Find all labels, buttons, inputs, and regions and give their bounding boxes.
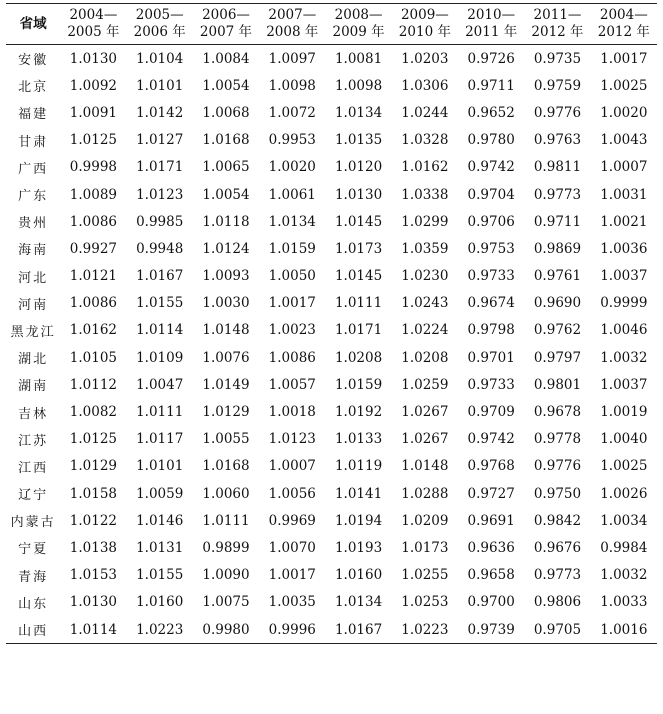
value-cell: 0.9700 [467,594,515,611]
value-cell: 1.0065 [202,159,250,176]
value-cell: 0.9985 [136,213,184,230]
value-cell: 1.0134 [334,594,383,611]
period-start-label: 2009— [400,7,449,23]
value-cell: 1.0129 [69,458,118,475]
value-cell: 1.0338 [401,186,449,203]
productivity-index-table [6,3,657,644]
value-cell: 0.9701 [467,349,515,366]
value-cell: 1.0117 [136,431,184,448]
table-row [6,235,657,262]
value-cell: 1.0017 [600,50,648,67]
period-start-label: 2008— [334,7,383,23]
region-cell: 吉林 [18,406,49,422]
period-end-label: 2007 年 [199,24,253,40]
period-column-header [60,4,126,45]
value-cell: 1.0114 [69,621,118,638]
value-cell: 0.9727 [467,485,515,502]
value-cell: 0.9674 [467,295,515,312]
period-column-header [392,4,458,45]
value-cell: 0.9797 [533,349,582,366]
value-cell: 1.0093 [202,268,250,285]
period-column-header [127,4,193,45]
value-cell: 1.0109 [136,349,184,366]
value-cell: 1.0130 [69,594,118,611]
table-body [6,45,657,644]
period-start-label: 2004— [69,7,118,23]
value-cell: 1.0267 [401,431,449,448]
region-cell: 海南 [18,243,49,259]
value-cell: 1.0072 [268,104,316,121]
table-row [6,154,657,181]
value-cell: 1.0054 [202,77,250,94]
value-cell: 1.0244 [401,104,449,121]
value-cell: 1.0171 [334,322,383,339]
value-cell: 1.0127 [136,132,184,149]
value-cell: 1.0134 [334,104,383,121]
table-row [6,562,657,589]
period-end-label: 2005 年 [67,24,120,40]
table-row [6,398,657,425]
value-cell: 1.0076 [202,349,250,366]
value-cell: 0.9798 [467,322,515,339]
value-cell: 0.9759 [533,77,582,94]
value-cell: 1.0068 [202,104,250,121]
value-cell: 1.0158 [69,485,118,502]
value-cell: 1.0098 [268,77,316,94]
table-row [6,45,657,73]
region-cell: 北京 [18,80,49,96]
value-cell: 0.9711 [467,77,515,94]
value-cell: 0.9739 [467,621,515,638]
value-cell: 0.9773 [533,186,582,203]
value-cell: 1.0025 [600,77,648,94]
value-cell: 1.0114 [136,322,184,339]
period-end-label: 2012 年 [531,24,584,40]
region-cell: 河北 [18,270,49,286]
value-cell: 1.0098 [334,77,383,94]
value-cell: 1.0111 [334,295,383,312]
value-cell: 1.0208 [401,349,449,366]
value-cell: 1.0086 [69,213,118,230]
value-cell: 1.0019 [600,404,648,421]
region-cell: 广东 [18,189,49,205]
value-cell: 1.0081 [334,50,383,67]
value-cell: 0.9690 [533,295,582,312]
value-cell: 1.0057 [268,376,316,393]
value-cell: 1.0097 [268,50,316,67]
table-row [6,534,657,561]
region-cell: 江苏 [18,433,49,449]
value-cell: 0.9842 [533,512,582,529]
value-cell: 0.9768 [467,458,515,475]
value-cell: 1.0007 [600,159,648,176]
value-cell: 1.0036 [600,240,648,257]
value-cell: 1.0243 [401,295,449,312]
value-cell: 0.9763 [533,132,582,149]
value-cell: 1.0017 [268,295,316,312]
table-row [6,589,657,616]
value-cell: 1.0084 [202,50,250,67]
value-cell: 1.0160 [136,594,184,611]
value-cell: 1.0111 [202,512,250,529]
value-cell: 0.9806 [533,594,582,611]
value-cell: 1.0092 [69,77,118,94]
value-cell: 1.0259 [401,376,449,393]
table-row [6,317,657,344]
value-cell: 0.9927 [69,240,118,257]
value-cell: 1.0145 [334,213,383,230]
value-cell: 1.0153 [69,567,118,584]
period-end-label: 2012 年 [597,24,650,40]
value-cell: 1.0134 [268,213,316,230]
table-row [6,371,657,398]
region-cell: 青海 [18,569,49,585]
value-cell: 1.0148 [401,458,449,475]
value-cell: 1.0155 [136,295,184,312]
value-cell: 1.0061 [268,186,316,203]
value-cell: 1.0033 [600,594,648,611]
data-table-container [6,3,657,644]
value-cell: 1.0091 [69,104,118,121]
table-row [6,181,657,208]
table-row [6,263,657,290]
value-cell: 1.0047 [136,376,184,393]
table-row [6,290,657,317]
period-end-label: 2008 年 [266,24,319,40]
value-cell: 1.0017 [268,567,316,584]
value-cell: 1.0016 [600,621,648,638]
value-cell: 1.0040 [600,431,648,448]
value-cell: 1.0023 [268,322,316,339]
period-start-label: 2005— [135,7,184,23]
value-cell: 1.0155 [136,567,184,584]
value-cell: 1.0118 [202,213,250,230]
value-cell: 0.9780 [467,132,515,149]
value-cell: 0.9801 [533,376,582,393]
value-cell: 0.9652 [467,104,515,121]
value-cell: 0.9706 [467,213,515,230]
value-cell: 1.0162 [401,159,449,176]
value-cell: 1.0112 [69,376,118,393]
period-column-header [458,4,524,45]
value-cell: 1.0167 [136,268,184,285]
region-cell: 山东 [18,596,49,612]
table-row [6,507,657,534]
value-cell: 1.0130 [334,186,383,203]
value-cell: 1.0125 [69,132,118,149]
value-cell: 1.0133 [334,431,383,448]
value-cell: 0.9750 [533,485,582,502]
value-cell: 0.9996 [268,621,316,638]
value-cell: 1.0082 [69,404,118,421]
value-cell: 1.0121 [69,268,118,285]
value-cell: 0.9658 [467,567,515,584]
region-cell: 广西 [18,161,49,177]
value-cell: 1.0056 [268,485,316,502]
region-cell: 辽宁 [18,488,49,504]
period-end-label: 2009 年 [332,24,385,40]
period-end-label: 2006 年 [133,24,186,40]
value-cell: 0.9980 [202,621,250,638]
value-cell: 1.0194 [334,512,383,529]
value-cell: 1.0230 [401,268,449,285]
value-cell: 1.0101 [136,458,184,475]
value-cell: 1.0253 [401,594,449,611]
value-cell: 0.9762 [533,322,582,339]
region-cell: 河南 [18,297,49,313]
table-row [6,616,657,644]
value-cell: 1.0328 [401,132,449,149]
value-cell: 1.0148 [202,322,250,339]
value-cell: 1.0025 [600,458,648,475]
value-cell: 1.0037 [600,376,648,393]
value-cell: 1.0149 [202,376,250,393]
value-cell: 1.0032 [600,567,648,584]
period-column-header [325,4,391,45]
value-cell: 1.0034 [600,512,648,529]
region-cell: 贵州 [18,216,49,232]
value-cell: 1.0054 [202,186,250,203]
value-cell: 1.0208 [334,349,383,366]
region-cell: 内蒙古 [10,515,56,531]
value-cell: 1.0209 [401,512,449,529]
value-cell: 1.0224 [401,322,449,339]
value-cell: 1.0146 [136,512,184,529]
value-cell: 0.9726 [467,50,515,67]
value-cell: 0.9636 [467,539,515,556]
value-cell: 1.0020 [268,159,316,176]
value-cell: 1.0135 [334,132,383,149]
value-cell: 0.9999 [600,295,648,312]
value-cell: 1.0267 [401,404,449,421]
table-row [6,426,657,453]
period-column-header [591,4,657,45]
region-cell: 湖南 [18,379,49,395]
region-cell: 山西 [18,624,49,640]
value-cell: 1.0162 [69,322,118,339]
value-cell: 0.9778 [533,431,582,448]
value-cell: 0.9899 [202,539,250,556]
region-cell: 宁夏 [18,542,49,558]
value-cell: 0.9735 [533,50,582,67]
period-start-label: 2006— [202,7,250,23]
region-cell: 福建 [18,107,49,123]
value-cell: 1.0192 [334,404,383,421]
value-cell: 1.0032 [600,349,648,366]
value-cell: 0.9691 [467,512,515,529]
value-cell: 1.0168 [202,132,250,149]
value-cell: 0.9742 [467,159,515,176]
value-cell: 1.0168 [202,458,250,475]
value-cell: 1.0173 [334,240,383,257]
value-cell: 0.9948 [136,240,184,257]
value-cell: 1.0125 [69,431,118,448]
value-cell: 1.0130 [69,50,118,67]
table-header [6,4,657,45]
value-cell: 1.0086 [268,349,316,366]
period-start-label: 2011— [533,7,582,23]
value-cell: 0.9678 [533,404,582,421]
value-cell: 1.0223 [401,621,449,638]
value-cell: 1.0086 [69,295,118,312]
value-cell: 1.0288 [401,485,449,502]
value-cell: 1.0031 [600,186,648,203]
table-row [6,480,657,507]
value-cell: 1.0167 [334,621,383,638]
value-cell: 1.0070 [268,539,316,556]
value-cell: 0.9742 [467,431,515,448]
region-column-header: 省域 [19,15,47,32]
period-end-label: 2010 年 [398,24,451,40]
region-cell: 湖北 [18,352,49,368]
value-cell: 1.0160 [334,567,383,584]
header-row [6,4,657,45]
value-cell: 1.0159 [334,376,383,393]
table-row [6,208,657,235]
value-cell: 1.0007 [268,458,316,475]
value-cell: 1.0026 [600,485,648,502]
value-cell: 1.0124 [202,240,250,257]
value-cell: 0.9733 [467,376,515,393]
value-cell: 1.0030 [202,295,250,312]
value-cell: 0.9773 [533,567,582,584]
value-cell: 1.0020 [600,104,648,121]
value-cell: 0.9676 [533,539,582,556]
region-cell: 安徽 [18,53,49,69]
value-cell: 1.0171 [136,159,184,176]
value-cell: 1.0111 [136,404,184,421]
value-cell: 1.0055 [202,431,250,448]
period-column-header [259,4,325,45]
value-cell: 1.0035 [268,594,316,611]
value-cell: 0.9776 [533,458,582,475]
region-cell: 江西 [18,460,49,476]
value-cell: 1.0129 [202,404,250,421]
table-row [6,99,657,126]
value-cell: 1.0142 [136,104,184,121]
value-cell: 0.9753 [467,240,515,257]
value-cell: 0.9969 [268,512,316,529]
value-cell: 0.9705 [533,621,582,638]
value-cell: 1.0123 [136,186,184,203]
value-cell: 1.0046 [600,322,648,339]
value-cell: 1.0299 [401,213,449,230]
value-cell: 1.0193 [334,539,383,556]
value-cell: 1.0104 [136,50,184,67]
value-cell: 1.0105 [69,349,118,366]
region-cell: 黑龙江 [10,324,56,340]
value-cell: 0.9709 [467,404,515,421]
period-column-header [193,4,259,45]
value-cell: 1.0131 [136,539,184,556]
value-cell: 1.0138 [69,539,118,556]
region-cell: 甘肃 [18,134,49,150]
value-cell: 0.9776 [533,104,582,121]
value-cell: 1.0122 [69,512,118,529]
value-cell: 0.9953 [268,132,316,149]
value-cell: 1.0089 [69,186,118,203]
value-cell: 1.0043 [600,132,648,149]
value-cell: 0.9711 [533,213,582,230]
value-cell: 1.0173 [401,539,449,556]
value-cell: 0.9984 [600,539,648,556]
period-column-header [524,4,590,45]
value-cell: 1.0203 [401,50,449,67]
table-row [6,453,657,480]
value-cell: 1.0060 [202,485,250,502]
table-row [6,72,657,99]
value-cell: 1.0123 [268,431,316,448]
value-cell: 0.9704 [467,186,515,203]
value-cell: 1.0075 [202,594,250,611]
period-start-label: 2010— [467,7,516,23]
value-cell: 1.0306 [401,77,449,94]
value-cell: 1.0101 [136,77,184,94]
period-end-label: 2011 年 [465,24,518,40]
value-cell: 1.0059 [136,485,184,502]
period-start-label: 2007— [268,7,317,23]
value-cell: 1.0018 [268,404,316,421]
period-start-label: 2004— [599,7,648,23]
value-cell: 1.0359 [401,240,449,257]
value-cell: 0.9811 [533,159,582,176]
value-cell: 1.0050 [268,268,316,285]
value-cell: 0.9998 [69,159,118,176]
value-cell: 1.0120 [334,159,383,176]
value-cell: 1.0145 [334,268,383,285]
value-cell: 1.0223 [136,621,184,638]
value-cell: 1.0159 [268,240,316,257]
value-cell: 1.0119 [334,458,383,475]
value-cell: 1.0255 [401,567,449,584]
value-cell: 0.9761 [533,268,582,285]
table-row [6,127,657,154]
value-cell: 1.0021 [600,213,648,230]
value-cell: 0.9733 [467,268,515,285]
value-cell: 1.0090 [202,567,250,584]
value-cell: 1.0037 [600,268,648,285]
value-cell: 0.9869 [533,240,582,257]
table-row [6,344,657,371]
value-cell: 1.0141 [334,485,383,502]
